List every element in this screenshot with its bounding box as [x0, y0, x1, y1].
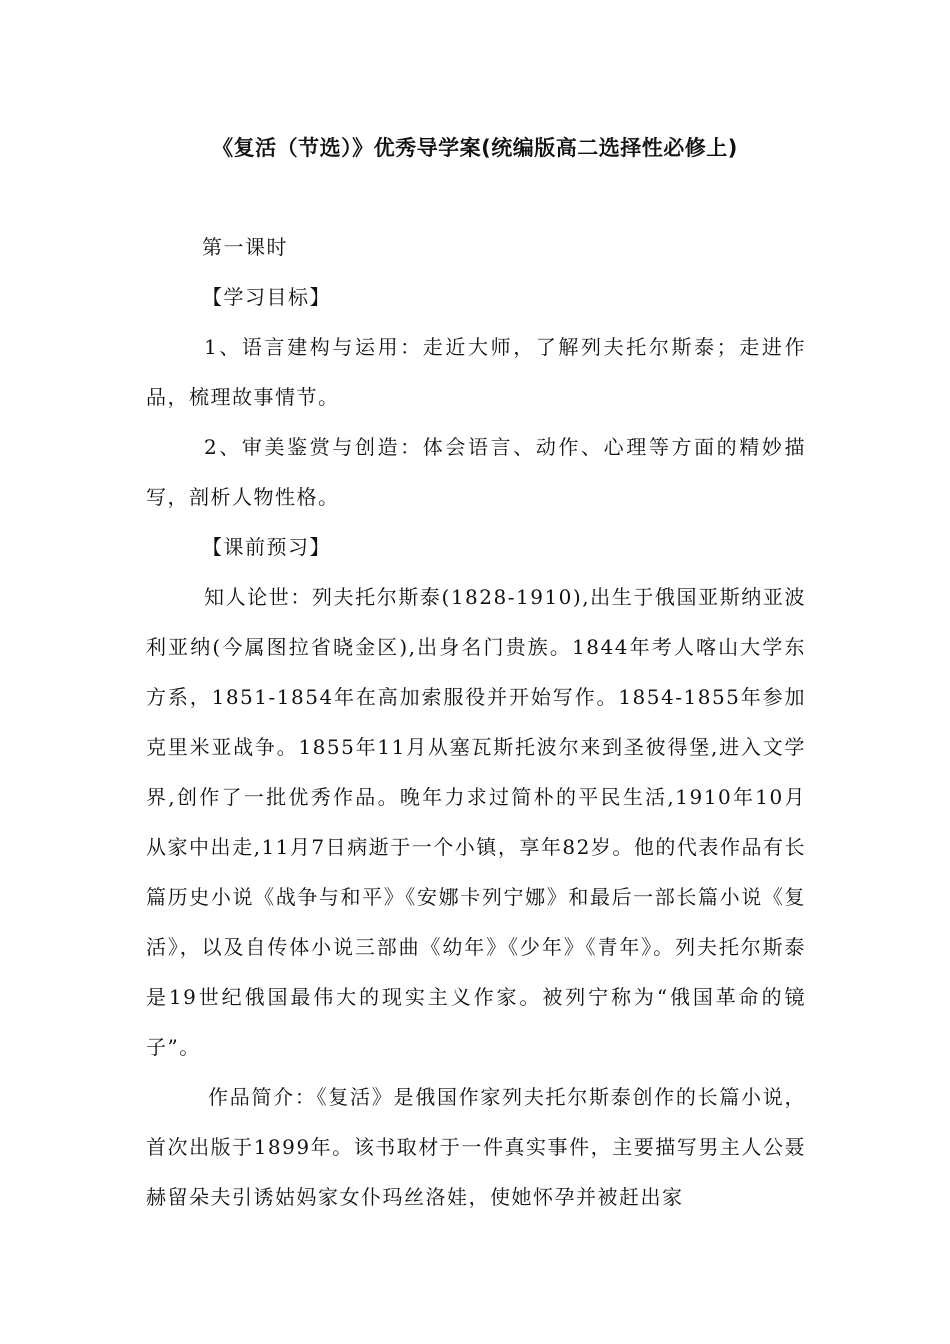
work-intro-paragraph: 作品简介：《复活》是俄国作家列夫托尔斯泰创作的长篇小说，首次出版于1899年。该书取材于一件真实事件，主要描写男主人公聂赫留朵夫引诱姑妈家女仆玛丝洛娃，使她怀孕并被赶出家	[146, 1085, 806, 1209]
objective-item-1: 1、语言建构与运用：走近大师，了解列夫托尔斯泰；走进作品，梳理故事情节。	[146, 335, 806, 409]
document-title: 《复活（节选）》优秀导学案(统编版高二选择性必修上)	[212, 136, 738, 160]
preview-heading: 【课前预习】	[202, 535, 331, 559]
document-body	[146, 222, 806, 1222]
objectives-heading: 【学习目标】	[202, 285, 331, 309]
objective-item-2: 2、审美鉴赏与创造：体会语言、动作、心理等方面的精妙描写，剖析人物性格。	[146, 435, 806, 509]
lesson-label: 第一课时	[202, 235, 288, 259]
author-intro-paragraph: 知人论世：列夫托尔斯泰(1828-1910),出生于俄国亚斯纳亚波利亚纳(今属图拉省晓金区),出身名门贵族。1844年考人喀山大学东方系，1851-1854年在高加索服役并开始写作。1854-1855年参加克里米亚战争。1855年11月从塞瓦斯托波尔来到圣彼得堡,进入文学界,创作了一批优秀作品。晚年力求过简朴的平民生活,1910年10月从家中出走,11月7日病逝于一个小镇，享年82岁。他的代表作品有长篇历史小说《战争与和平》《安娜卡列宁娜》和最后一部长篇小说《复活》，以及自传体小说三部曲《幼年》《少年》《青年》。列夫托尔斯泰是19世纪俄国最伟大的现实主义作家。被列宁称为“俄国革命的镜子”。	[146, 585, 806, 1059]
